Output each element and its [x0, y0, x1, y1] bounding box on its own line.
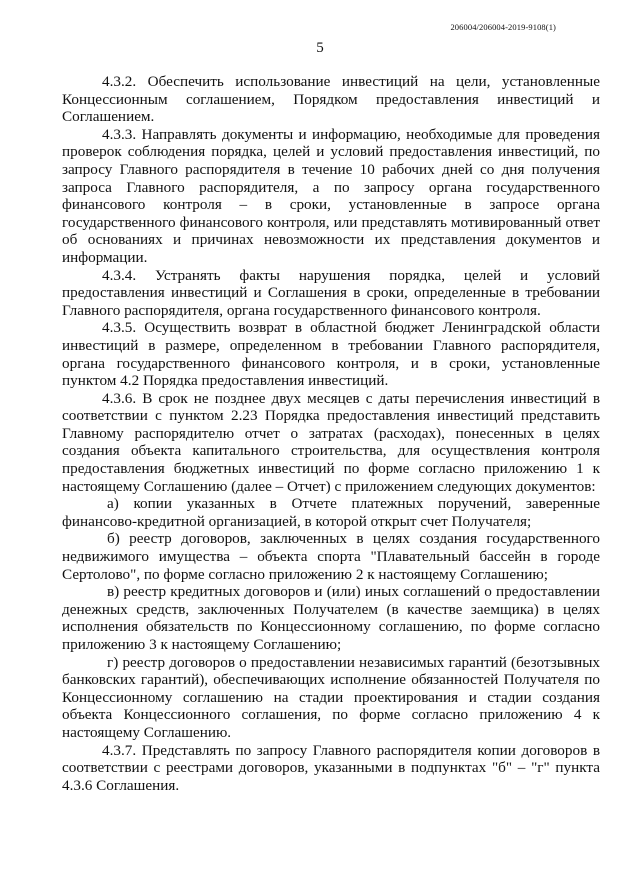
paragraph-4-3-2: 4.3.2. Обеспечить использование инвестиций на цели, установленные Концессионным соглашением, Порядком предоставления инвестиций и Соглашением. — [62, 73, 600, 126]
subitem-b: б) реестр договоров, заключенных в целях создания государственного недвижимого имущества – объекта спорта "Плавательный бассейн в городе Сертолово", по форме согласно приложению 2 к настоящему Соглашению; — [62, 530, 600, 583]
paragraph-4-3-6: 4.3.6. В срок не позднее двух месяцев с даты перечисления инвестиций в соответствии с пунктом 2.23 Порядка предоставления инвестиций представить Главному распорядителю отчет о затратах (расходах), понесенных в целях создания объекта капитального строительства, для осуществления контроля предоставления бюджетных инвестиций по форме согласно приложению 1 к настоящему Соглашению (далее – Отчет) с приложением следующих документов: — [62, 389, 600, 495]
subitem-g: г) реестр договоров о предоставлении независимых гарантий (безотзывных банковских гарантий), обеспечивающих исполнение обязанностей Получателя по Концессионному соглашению на стадии проектирования и стадии создания объекта Концессионного соглашения, по форме согласно приложению 4 к настоящему Соглашению. — [62, 653, 600, 741]
page-number: 5 — [316, 40, 324, 56]
paragraph-4-3-4: 4.3.4. Устранять факты нарушения порядка, целей и условий предоставления инвестиций и Соглашения в сроки, определенные в требовании Главного распорядителя, органа государственного финансового контроля. — [62, 266, 600, 319]
paragraph-4-3-7: 4.3.7. Представлять по запросу Главного распорядителя копии договоров в соответствии с реестрами договоров, указанными в подпунктах "б" – "г" пункта 4.3.6 Соглашения. — [62, 741, 600, 794]
subitem-v: в) реестр кредитных договоров и (или) иных соглашений о предоставлении денежных средств, заключенных Получателем (в качестве заемщика) в целях исполнения обязательств по Концессионному соглашению, по форме согласно приложению 3 к настоящему Соглашению; — [62, 583, 600, 653]
subitem-a: а) копии указанных в Отчете платежных поручений, заверенные финансово-кредитной организацией, в которой открыт счет Получателя; — [62, 495, 600, 530]
document-id: 206004/206004-2019-9108(1) — [450, 22, 556, 32]
paragraph-4-3-3: 4.3.3. Направлять документы и информацию, необходимые для проведения проверок соблюдения порядка, целей и условий предоставления инвестиций, по запросу Главного распорядителя в течение 10 рабочих дней со дня получения запроса Главного распорядителя, а по запросу органа государственного финансового контроля – в сроки, установленные в запросе органа государственного финансового контроля, или представлять мотивированный ответ об основаниях и причинах невозможности их представления документов и информации. — [62, 125, 600, 266]
paragraph-4-3-5: 4.3.5. Осуществить возврат в областной бюджет Ленинградской области инвестиций в размере, определенном в требовании Главного распорядителя, органа государственного финансового контроля, и в сроки, установленные пунктом 4.2 Порядка предоставления инвестиций. — [62, 319, 600, 390]
document-body — [62, 73, 600, 794]
